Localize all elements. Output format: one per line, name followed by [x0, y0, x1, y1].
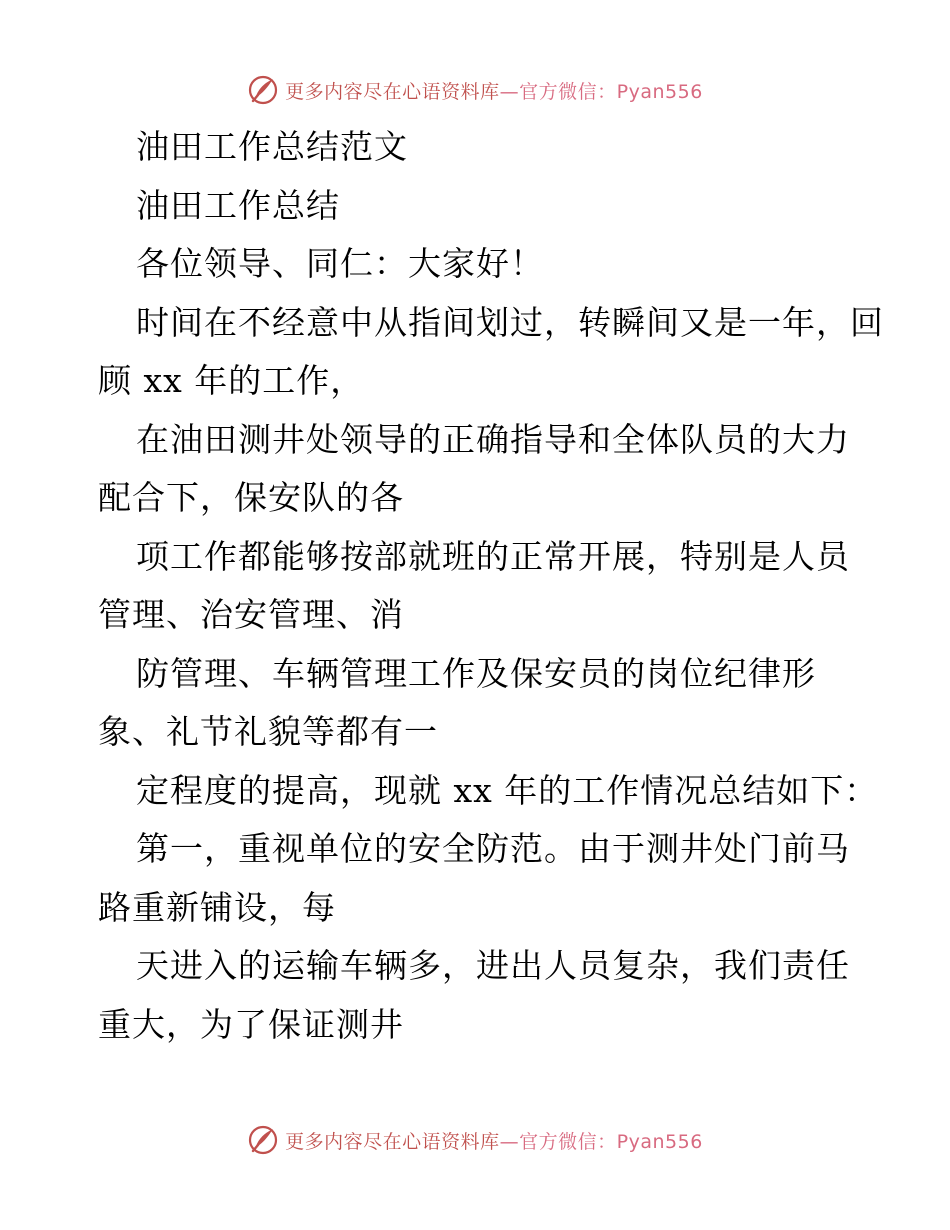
text-line: 管理、治安管理、消: [98, 595, 404, 634]
text-line: 象、礼节礼貌等都有一: [98, 712, 438, 751]
header-banner-suffix: —官方微信：Pyan556: [499, 80, 703, 103]
text-line: 定程度的提高，现就 xx 年的工作情况总结如下：: [136, 770, 879, 810]
document-body: [98, 118, 884, 1054]
quill-logo-icon: [247, 74, 279, 106]
footer-banner-prefix: 更多内容尽在心语资料库: [285, 1130, 500, 1153]
footer-banner: [0, 1120, 950, 1160]
header-banner-prefix: 更多内容尽在心语资料库: [285, 80, 500, 103]
text-line: 重大，为了保证测井: [98, 1004, 404, 1044]
text-line: 油田工作总结: [136, 185, 340, 225]
footer-banner-text: [285, 1127, 703, 1154]
text-line: 项工作都能够按部就班的正常开展，特别是人员: [136, 536, 850, 576]
text-line: 第一，重视单位的安全防范。由于测井处门前马: [136, 829, 850, 868]
text-line: 在油田测井处领导的正确指导和全体队员的大力: [136, 419, 850, 459]
text-line: 防管理、车辆管理工作及保安员的岗位纪律形: [136, 653, 816, 693]
text-line: 油田工作总结范文: [136, 127, 408, 166]
quill-logo-icon: [247, 1124, 279, 1156]
text-line: 配合下，保安队的各: [98, 478, 404, 517]
text-line: 时间在不经意中从指间划过，转瞬间又是一年，回: [136, 302, 884, 342]
text-line: 各位领导、同仁：大家好！: [136, 244, 544, 283]
text-line: 天进入的运输车辆多，进出人员复杂，我们责任: [136, 946, 850, 985]
header-banner-text: [285, 77, 703, 104]
footer-banner-suffix: —官方微信：Pyan556: [499, 1130, 703, 1153]
text-line: 顾 xx 年的工作，: [98, 361, 365, 400]
text-line: 路重新铺设，每: [98, 887, 336, 927]
header-banner: [0, 70, 950, 110]
